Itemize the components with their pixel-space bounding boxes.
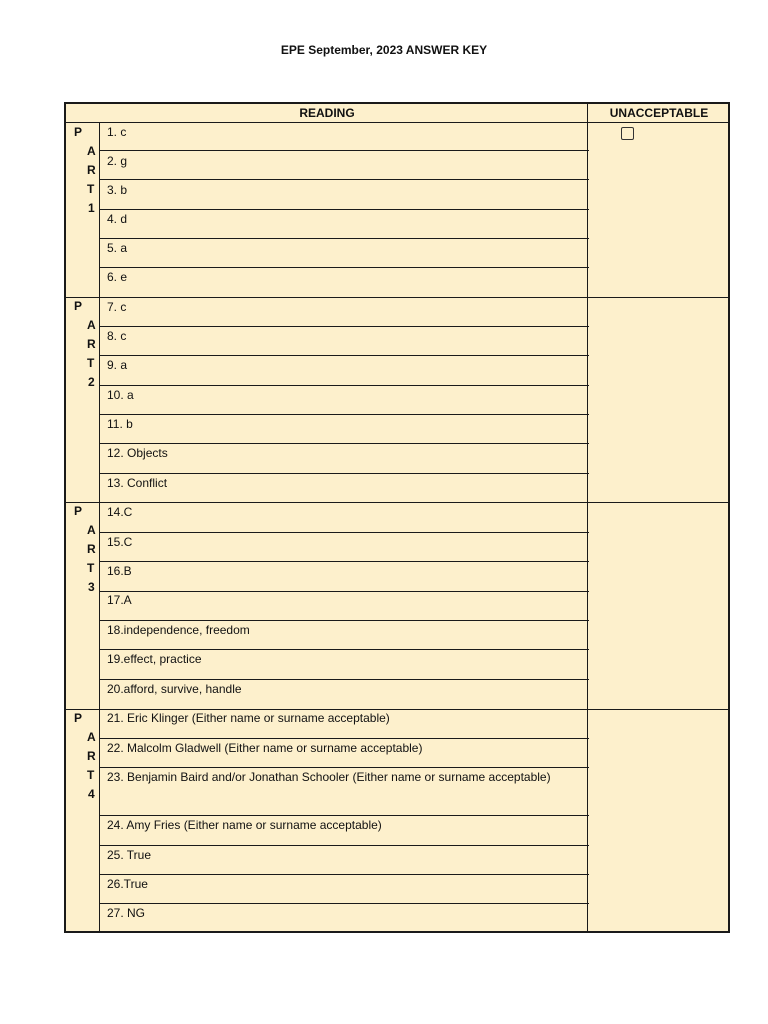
answer-4: 4. d [107, 212, 128, 226]
answer-14: 14.C [107, 505, 133, 519]
answer-13: 13. Conflict [107, 476, 168, 490]
answer-6: 6. e [107, 270, 128, 284]
answer-16: 16.B [107, 564, 132, 578]
answer-25: 25. True [107, 848, 152, 862]
page-title: EPE September, 2023 ANSWER KEY [280, 43, 488, 57]
answer-26: 26.True [107, 877, 148, 891]
answer-15: 15.C [107, 535, 133, 549]
answer-17: 17.A [107, 593, 132, 607]
answer-23: 23. Benjamin Baird and/or Jonathan Schooler (Either name or surname acceptable) [107, 770, 551, 784]
answer-20: 20.afford, survive, handle [107, 682, 242, 696]
answer-1: 1. c [107, 125, 127, 139]
answer-key-table [64, 102, 730, 933]
answer-11: 11. b [107, 417, 133, 431]
reading-header: READING [299, 106, 355, 120]
answer-5: 5. a [107, 241, 128, 255]
answer-27: 27. NG [107, 906, 146, 920]
answer-12: 12. Objects [107, 446, 168, 460]
unacceptable-checkbox[interactable] [621, 127, 634, 140]
answer-19: 19.effect, practice [107, 652, 202, 666]
answer-7: 7. c [107, 300, 127, 314]
answer-3: 3. b [107, 183, 128, 197]
part-label-1: P A R T 1 [74, 125, 96, 215]
unacceptable-column-divider [587, 104, 588, 931]
answer-22: 22. Malcolm Gladwell (Either name or surname acceptable) [107, 741, 423, 755]
answer-21: 21. Eric Klinger (Either name or surname acceptable) [107, 711, 390, 725]
part-label-3: P A R T 3 [74, 504, 96, 594]
part-label-4: P A R T 4 [74, 711, 96, 801]
answer-18: 18.independence, freedom [107, 623, 250, 637]
answer-2: 2. g [107, 154, 128, 168]
answer-9: 9. a [107, 358, 128, 372]
answer-8: 8. c [107, 329, 127, 343]
answer-24: 24. Amy Fries (Either name or surname acceptable) [107, 818, 382, 832]
part-label-2: P A R T 2 [74, 299, 96, 389]
answer-10: 10. a [107, 388, 134, 402]
unacceptable-header: UNACCEPTABLE [609, 106, 709, 120]
